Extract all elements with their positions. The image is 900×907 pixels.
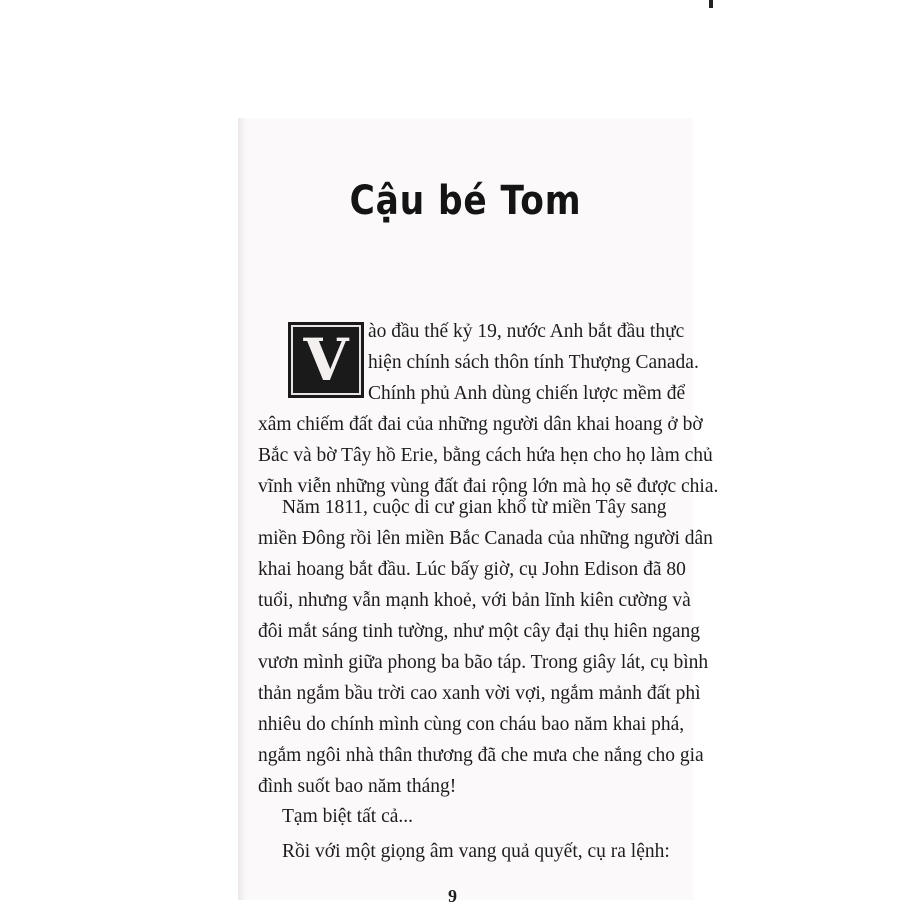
text-line: hiện chính sách thôn tính Thượng Canada. [368,352,699,373]
paragraph-1 [258,316,719,502]
text-line: vươn mình giữa phong ba bão táp. Trong giây lát, cụ bình [258,652,709,673]
text-line: nhiêu do chính mình cùng con cháu bao năm khai phá, [258,714,685,735]
scan-mark [709,0,713,8]
page-number: 9 [448,886,457,906]
text-line: miền Đông rồi lên miền Bắc Canada của những người dân [258,528,713,549]
text-line: Bắc và bờ Tây hồ Erie, bằng cách hứa hẹn cho họ làm chủ [258,445,713,466]
text-line: Rồi với một giọng âm vang quả quyết, cụ ra lệnh: [282,841,670,862]
text-line: khai hoang bắt đầu. Lúc bấy giờ, cụ John Edison đã 80 [258,559,686,580]
chapter-title: Cậu bé Tom [349,178,582,224]
text-line: Tạm biệt tất cả... [282,806,414,827]
paragraph-2 [258,492,713,802]
text-line: đình suốt bao năm tháng! [258,776,457,797]
paragraph-4 [258,836,688,867]
text-line: ào đầu thế kỷ 19, nước Anh bắt đầu thực [368,321,685,342]
text-line: tuổi, nhưng vẫn mạnh khoẻ, với bản lĩnh kiên cường và [258,590,691,611]
text-line: thản ngắm bầu trời cao xanh vời vợi, ngắm mảnh đất phì [258,683,701,704]
text-line: xâm chiếm đất đai của những người dân khai hoang ở bờ [258,414,703,435]
text-line: Năm 1811, cuộc di cư gian khổ từ miền Tây sang [282,497,667,518]
dropcap-letter: V [303,326,349,394]
page-gutter-shadow [238,118,246,900]
text-line: Chính phủ Anh dùng chiến lược mềm để [368,383,686,404]
paragraph-3 [258,801,688,832]
text-line: đôi mắt sáng tinh tường, như một cây đại thụ hiên ngang [258,621,700,642]
text-line: ngắm ngôi nhà thân thương đã che mưa che nắng cho gia [258,745,704,766]
text-line: vĩnh viễn những vùng đất đai rộng lớn mà họ sẽ được chia. [258,476,719,497]
